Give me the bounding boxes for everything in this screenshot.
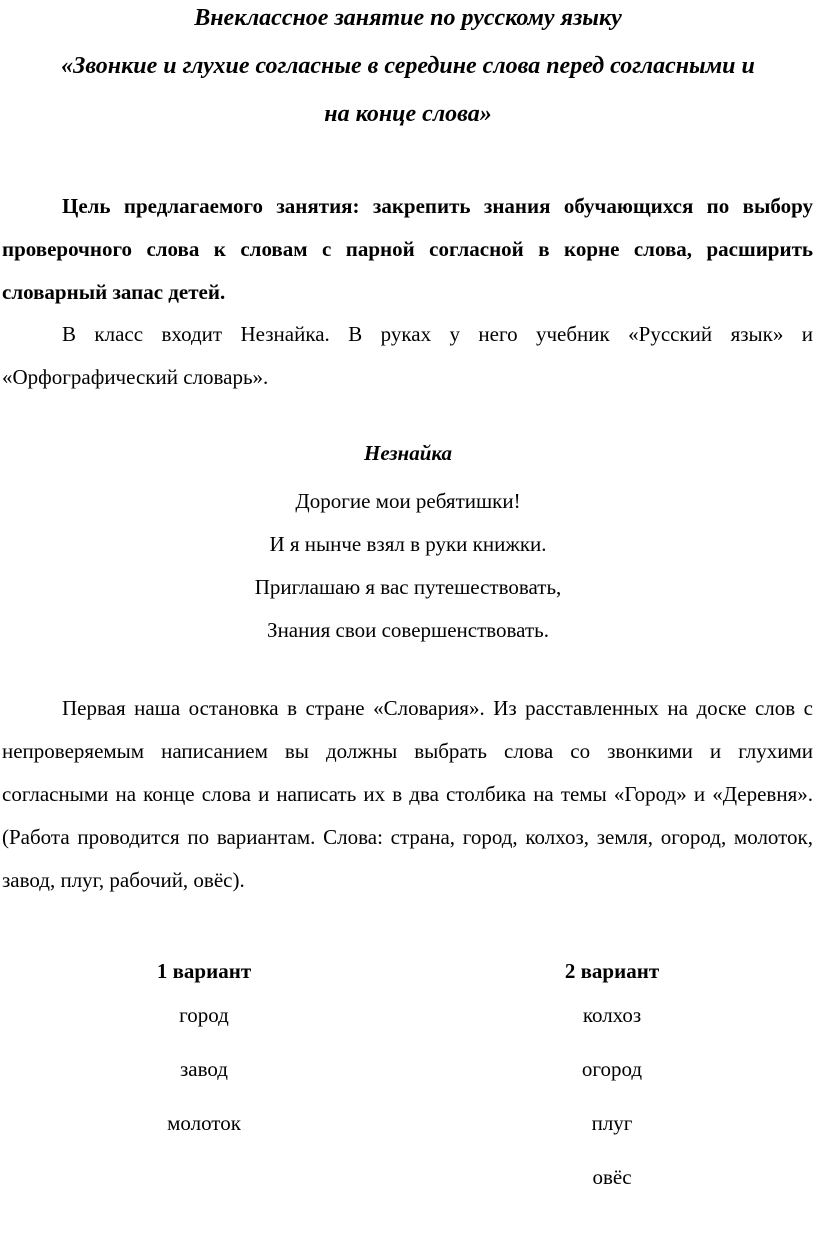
document-title-line-1: Внеклассное занятие по русскому языку [194,5,622,31]
variant-2-column [502,954,722,1204]
poem-line: Знания свои совершенствовать. [267,618,549,642]
word-item: плуг [591,1111,633,1135]
variant-2-heading: 2 вариант [564,959,660,983]
word-item: завод [180,1057,228,1081]
document-title-line-3: на конце слова» [324,101,492,127]
poem-line: Приглашаю я вас путешествовать, [254,575,562,599]
variant-1-column [94,954,314,1150]
word-item: огород [581,1057,643,1081]
intro-paragraph: В класс входит Незнайка. В руках у него учебник «Русский язык» и «Орфографический словарь». [2,322,813,389]
variant-2-word-list [502,988,722,1204]
task-paragraph: Первая наша остановка в стране «Словария». Из расставленных на доске слов с непроверяемым написанием вы должны выбрать слова со звонкими и глухими согласными на конце слова и написать их в два столбика на темы «Город» и «Деревня». (Работа проводится по вариантам. Слова: страна, город, колхоз, земля, огород, молоток, завод, плуг, рабочий, овёс). [2,696,813,892]
speaker-name: Незнайка [363,441,453,465]
word-item: молоток [167,1111,241,1135]
document-title-line-2: «Звонкие и глухие согласные в середине слова перед согласными и [61,53,755,79]
lesson-goal-paragraph: Цель предлагаемого занятия: закрепить знания обучающихся по выбору проверочного слова к словам с парной согласной в корне слова, расширить словарный запас детей. [2,194,813,304]
poem [0,480,816,652]
variant-1-word-list [94,988,314,1150]
word-item: колхоз [582,1003,642,1027]
word-item: овёс [592,1165,632,1189]
variant-1-heading: 1 вариант [156,959,252,983]
word-item: город [179,1003,229,1027]
poem-line: Дорогие мои ребятишки! [295,489,521,513]
poem-line: И я нынче взял в руки книжки. [269,532,547,556]
